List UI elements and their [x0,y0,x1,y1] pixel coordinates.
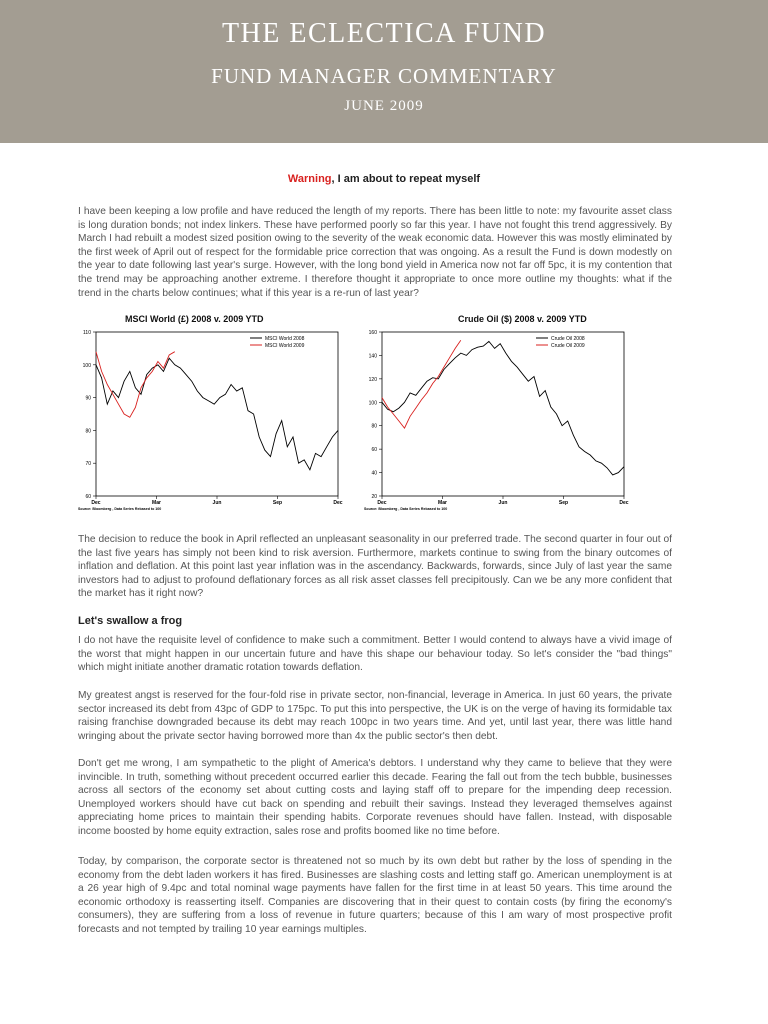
report-date: JUNE 2009 [344,98,424,114]
y-tick-label: 100 [82,362,91,369]
paragraph-corporate: Today, by comparison, the corporate sector is threatened not so much by its own debt but rather by the loss of spending in the economy from the debt laden workers it has fired. Businesses are slashing costs and letting staff go. American unemployment is at a 26 year high of 9.4pc and total nominal wage payments have fallen for the first time in at least 50 years. This time around the economic orthodoxy is reasserting itself. Companies are discovering that in their quest to contain costs (by firing the economy's consumers), they are suffering from a loss of revenue in future quarters; because of this I am wary of most prospective profit forecasts and not tempted by trailing 10 year earnings multiples. [78,856,672,935]
y-tick-label: 60 [371,447,377,454]
paragraph-debtors: Don't get me wrong, I am sympathetic to the plight of America's debtors. I understand why they came to believe that they were invincible. In truth, something without precedent occurred earlier this decade. Fearing the fall out from the tech bubble, businesses across all sectors of the economy set about cutting costs and laying staff off to prepare for the impending deep recession. Unemployed workers should have cut back on spending and rebuilt their savings. Instead they leveraged themselves against appreciating home prices to maintain their spending habits. Corporate revenues should have fallen. Instead, with disposable income boosted by home equity extraction, sales rose and profits boomed like no time before. [78,758,672,837]
y-tick-label: 110 [83,330,91,336]
x-tick-label: Dec [377,500,387,506]
chart-crude-oil [364,324,636,514]
x-tick-label: Mar [438,500,447,506]
paragraph-decision: The decision to reduce the book in April reflected an unpleasant seasonality in our preferred trade. The second quarter in four out of the last five years has simply not been kind to risk aversion. Furthermore, markets continue to swing from the binary outcomes of inflation and deflation. At this point last year inflation was in the ascendancy. Backwards, forwards, since July of last year the same investors had to adjust to profound deflationary forces as all risk asset classes fell precipitously. Can we be any more confident that the market has it right now? [78,534,672,600]
series-line [382,340,461,428]
series-line [96,352,175,418]
legend-label: MSCI World 2008 [265,336,305,342]
y-tick-label: 140 [368,353,377,360]
y-tick-label: 40 [371,470,377,477]
x-tick-label: Jun [212,500,222,506]
y-tick-label: 120 [368,376,377,383]
series-line [96,358,338,470]
header-banner [0,0,768,143]
chart-title-crude-oil: Crude Oil ($) 2008 v. 2009 YTD [458,314,587,324]
x-tick-label: Dec [333,500,343,506]
y-tick-label: 80 [371,423,377,430]
y-tick-label: 70 [85,461,91,468]
x-tick-label: Dec [619,500,629,506]
section-heading-frog: Let's swallow a frog [78,615,183,627]
paragraph-leverage: My greatest angst is reserved for the four-fold rise in private sector, non-financial, leverage in America. In just 60 years, the private sector increased its debt from 43pc of GDP to 175pc. To put this into perspective, the UK is on the verge of having its formidable tax raising franchise downgraded because its debt may reach 100pc in two years time. And yet, until last year, there was little hand wringing about the private sector having borrowed more than 4x the public sector's then debt. [78,690,672,742]
fund-title: THE ECLECTICA FUND [221,18,547,49]
legend-label: Crude Oil 2009 [551,343,585,349]
y-tick-label: 60 [85,494,91,500]
series-line [382,341,624,475]
heading-rest: , I am about to repeat myself [331,173,481,185]
y-tick-label: 100 [368,400,377,407]
commentary-subtitle: FUND MANAGER COMMENTARY [211,64,557,88]
x-tick-label: Sep [558,500,569,506]
intro-paragraph: I have been keeping a low profile and have reduced the length of my reports. There has been little to note: my favourite asset class is long duration bonds; not index linkers. These have performed poorly so far this year. I have not fought this trend aggressively. By March I had rebuilt a modest sized position owing to the severity of the weak economic data. However this was mostly eliminated by the first week of April out of respect for the formidable price correction that was ongoing. As a result the Fund is down modestly on the year to date following last year's surge. However, with the long bond yield in America now not far off 5pc, it is my contention that the trend may be approaching another extreme. I therefore thought it appropriate to once more outline my thoughts: what if the trend in the charts below continues; what if this year is a re-run of last year? [78,206,672,299]
x-tick-label: Mar [152,500,161,506]
y-tick-label: 160 [368,330,377,336]
chart-source: Source: Bloomberg , Data Series Rebased to 100 [78,507,162,511]
y-tick-label: 20 [371,494,377,500]
plot-area [96,332,338,496]
chart-source: Source: Bloomberg , Data Series Rebased to 100 [364,507,448,511]
y-tick-label: 80 [85,428,91,435]
legend-label: Crude Oil 2008 [551,336,585,342]
x-tick-label: Jun [498,500,508,506]
section-heading-warning [0,173,768,185]
warning-word: Warning [287,173,332,185]
x-tick-label: Sep [272,500,283,506]
plot-area [382,332,624,496]
x-tick-label: Dec [91,500,101,506]
y-tick-label: 90 [85,395,91,402]
chart-msci-world [78,324,350,514]
chart-title-msci: MSCI World (£) 2008 v. 2009 YTD [125,314,264,324]
legend-label: MSCI World 2009 [265,343,305,349]
paragraph-confidence: I do not have the requisite level of confidence to make such a commitment. Better I would contend to always have a vivid image of the worst that might happen in our uncertain future and have this shape our behaviour today. So let's consider the "bad things" which might initiate another dramatic rotation towards deflation. [78,635,672,674]
